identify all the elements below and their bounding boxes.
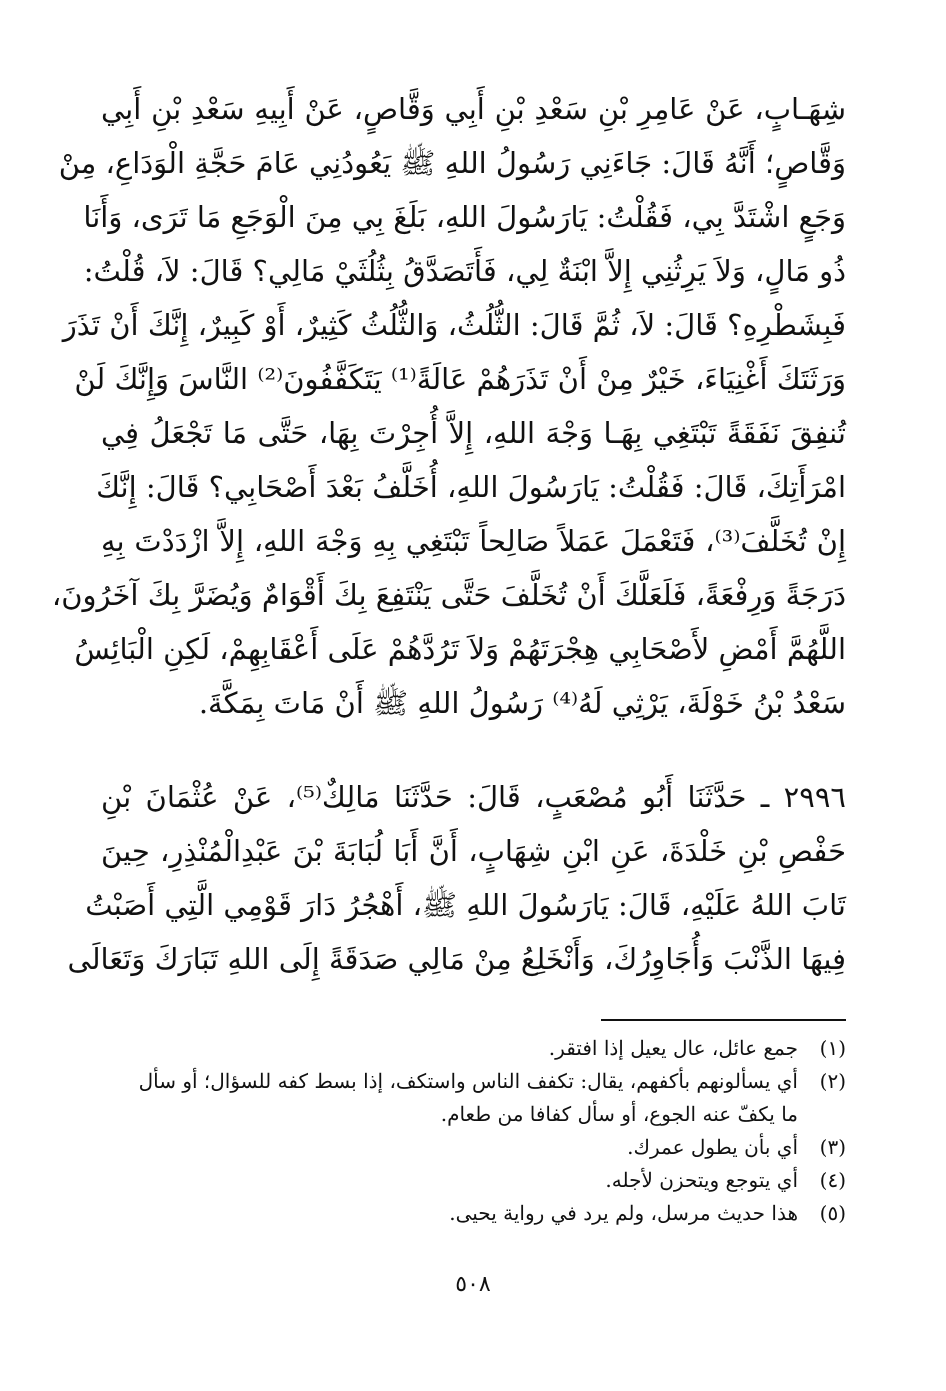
footnote-text [101,1164,798,1197]
text-line: فِيهَا الذَّنْبَ وَأُجَاوِرُكَ، وَأَنْخَلِعُ مِنْ مَالِي صَدَقَةً إِلَى اللهِ تَبَارَكَ وَتَعَالَى [67,942,846,976]
footnote-line: هذا حديث مرسل، ولم يرد في رواية يحيى. [449,1201,798,1225]
text-line: فَبِشَطْرِهِ؟ قَالَ: لاَ، ثُمَّ قَالَ: الثُّلُثُ، وَالثُّلُثُ كَثِيرٌ، أَوْ كَبِيرٌ، إِنَّكَ أَنْ تَذَرَ [62,308,846,342]
footnote [101,1065,846,1131]
footnote-line: ما يكفّ عنه الجوع، أو سأل كفافا من طعام. [440,1102,798,1126]
text-line: وَقَّاصٍ؛ أَنَّهُ قَالَ: جَاءَنِي رَسُولُ اللهِ ﷺ يَعُودُنِي عَامَ حَجَّةِ الْوَدَاعِ، مِنْ [58,146,846,180]
text-line: ذُو مَالٍ، وَلاَ يَرِثُنِي إِلاَّ ابْنَةٌ لِي، فَأَتَصَدَّقُ بِثُلُثَيْ مَالِي؟ قَالَ: لاَ، قُلْتُ: [83,254,846,288]
text-line: سَعْدُ بْنُ خَوْلَةَ، يَرْثِي لَهُ⁽⁴⁾ رَسُولُ اللهِ ﷺ أَنْ مَاتَ بِمَكَّةَ. [198,686,846,720]
footnote-number: (٥) [819,1201,846,1225]
paragraph-spacer [101,730,846,770]
footnote-line: أي بأن يطول عمرك. [627,1135,798,1159]
main-text [51,82,846,986]
footnote-number: (٢) [819,1069,846,1093]
text-line: وَرَثَتَكَ أَغْنِيَاءَ، خَيْرٌ مِنْ أَنْ تَذَرَهُمْ عَالَةً⁽¹⁾ يَتَكَفَّفُونَ⁽²⁾ النَّاسَ وَإِنَّكَ لَنْ [74,362,846,396]
text-line: تُنفِقَ نَفَقَةً تَبْتَغِي بِهَـا وَجْهَ اللهِ، إِلاَّ أُجِرْتَ بِهَا، حَتَّى مَا تَجْعَلُ فِي [101,416,846,450]
text-line: إِنْ تُخَلَّفَ⁽³⁾، فَتَعْمَلَ عَمَلاً صَالِحاً تَبْتَغِي بِهِ وَجْهَ اللهِ، إِلاَّ ازْدَدْتَ بِهِ [101,524,846,558]
footnote [101,1164,846,1197]
text-line: دَرَجَةً وَرِفْعَةً، فَلَعَلَّكَ أَنْ تُخَلَّفَ حَتَّى يَنْتَفِعَ بِكَ أَقْوَامٌ وَيُضَرَّ بِكَ آخَرُونَ، [51,578,846,612]
footnote-text [101,1032,798,1065]
page-number: ٥٠٨ [455,1272,491,1297]
footnote-line: أي يتوجع ويتحزن لأجله. [605,1168,798,1192]
footnote-text [101,1065,798,1131]
footnote-number: (٤) [819,1168,846,1192]
footnote [101,1032,846,1065]
footnote-number: (٣) [819,1135,846,1159]
text-line: حَفْصِ بْنِ خَلْدَةَ، عَنِ ابْنِ شِهَابٍ، أَنَّ أَبَا لُبَابَةَ بْنَ عَبْدِالْمُنْذِرِ، حِينَ [101,834,846,868]
footnote-line: جمع عائل، عال يعيل إذا افتقر. [548,1036,798,1060]
text-line: تَابَ اللهُ عَلَيْهِ، قَالَ: يَارَسُولَ اللهِ ﷺ، أَهْجُرُ دَارَ قَوْمِي الَّتِي أَصَبْتُ [85,888,846,922]
footnote [101,1197,846,1230]
footnotes [101,1032,846,1230]
footnote-divider [601,1019,846,1021]
footnote [101,1131,846,1164]
hadith-paragraph-continued [51,82,846,730]
footnote-number: (١) [819,1036,846,1060]
text-line: امْرَأَتِكَ، قَالَ: فَقُلْتُ: يَارَسُولَ اللهِ، أُخَلَّفُ بَعْدَ أَصْحَابِي؟ قَالَ: إِنَّكَ [96,470,846,504]
footnote-text [101,1197,798,1230]
footnote-text [101,1131,798,1164]
text-line: شِهَـابٍ، عَنْ عَامِرِ بْنِ سَعْدِ بْنِ أَبِي وَقَّاصٍ، عَنْ أَبِيهِ سَعْدِ بْنِ أَبِي [101,92,846,126]
text-line: وَجَعٍ اشْتَدَّ بِي، فَقُلْتُ: يَارَسُولَ اللهِ، بَلَغَ بِي مِنَ الْوَجَعِ مَا تَرَى، وَأَنَا [83,200,846,234]
hadith-paragraph-2996 [67,770,846,986]
text-line: ٢٩٩٦ ـ حَدَّثَنَا أَبُو مُصْعَبٍ، قَالَ: حَدَّثَنَا مَالِكٌ⁽⁵⁾، عَنْ عُثْمَانَ بْنِ [101,780,846,814]
text-line: اللَّهُمَّ أَمْضِ لأَصْحَابِي هِجْرَتَهُمْ وَلاَ تَرُدَّهُمْ عَلَى أَعْقَابِهِمْ، لَكِنِ الْبَائِسُ [74,632,846,666]
footnote-line: أي يسألونهم بأكفهم، يقال: تكفف الناس واستكف، إذا بسط كفه للسؤال؛ أو سأل [138,1069,798,1093]
